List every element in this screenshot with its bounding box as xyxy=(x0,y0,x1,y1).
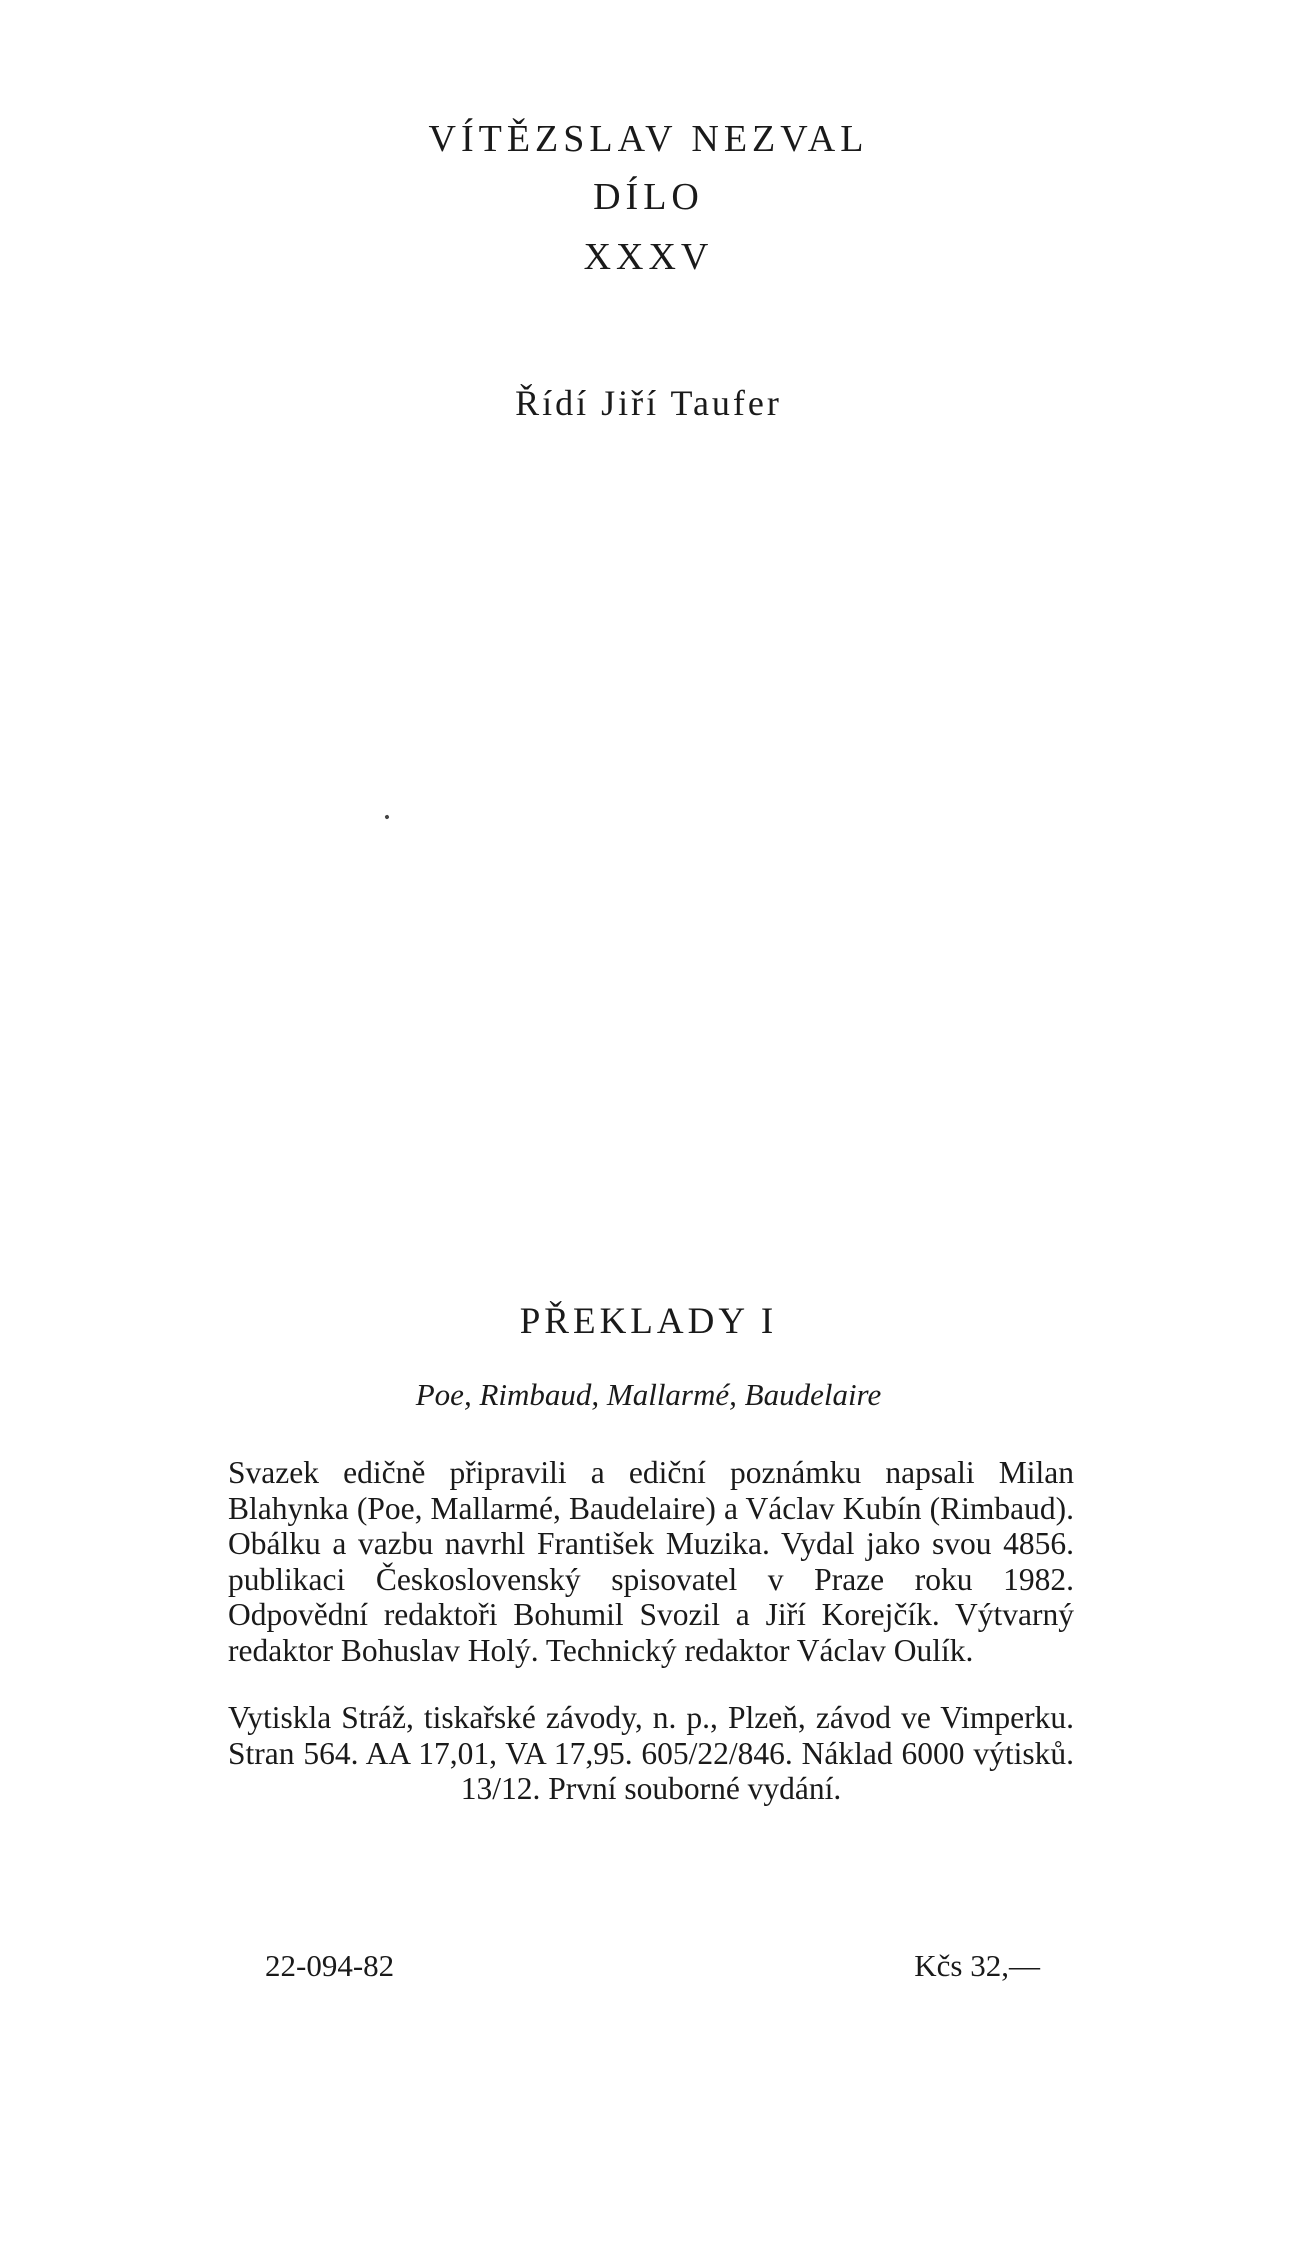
section-block xyxy=(0,1300,1297,1413)
colophon-paragraph: Svazek edičně připravili a ediční poznámku napsali Milan Blahynka (Poe, Mallarmé, Baudelaire) a Václav Kubín (Rimbaud). Obálku a vazbu navrhl František Muzika. Vydal jako svou 4856. publikaci Československý spisovatel v Praze roku 1982. Odpovědní redaktoři Bohumil Svozil a Jiří Korejčík. Výtvarný redaktor Bohuslav Holý. Technický redaktor Václav Oulík. xyxy=(228,1455,1074,1668)
print-speck xyxy=(384,814,389,819)
series-title: DÍLO xyxy=(593,176,704,218)
footer xyxy=(265,1948,1040,1984)
editor-line: Řídí Jiří Taufer xyxy=(515,383,782,423)
colophon xyxy=(228,1455,1074,1838)
price: Kčs 32,— xyxy=(914,1948,1040,1983)
author-name: VÍTĚZSLAV NEZVAL xyxy=(428,118,869,160)
section-title: PŘEKLADY I xyxy=(519,1301,778,1342)
catalog-code: 22-094-82 xyxy=(265,1948,395,1983)
printing-paragraph: Vytiskla Stráž, tiskařské závody, n. p., Plzeň, závod ve Vimperku. Stran 564. AA 17,01, VA 17,95. 605/22/846. Náklad 6000 výtisků. 13/12. První souborné vydání. xyxy=(228,1700,1074,1806)
translated-authors: Poe, Rimbaud, Mallarmé, Baudelaire xyxy=(415,1377,882,1412)
title-block xyxy=(0,110,1297,286)
volume-number: XXXV xyxy=(583,236,714,278)
